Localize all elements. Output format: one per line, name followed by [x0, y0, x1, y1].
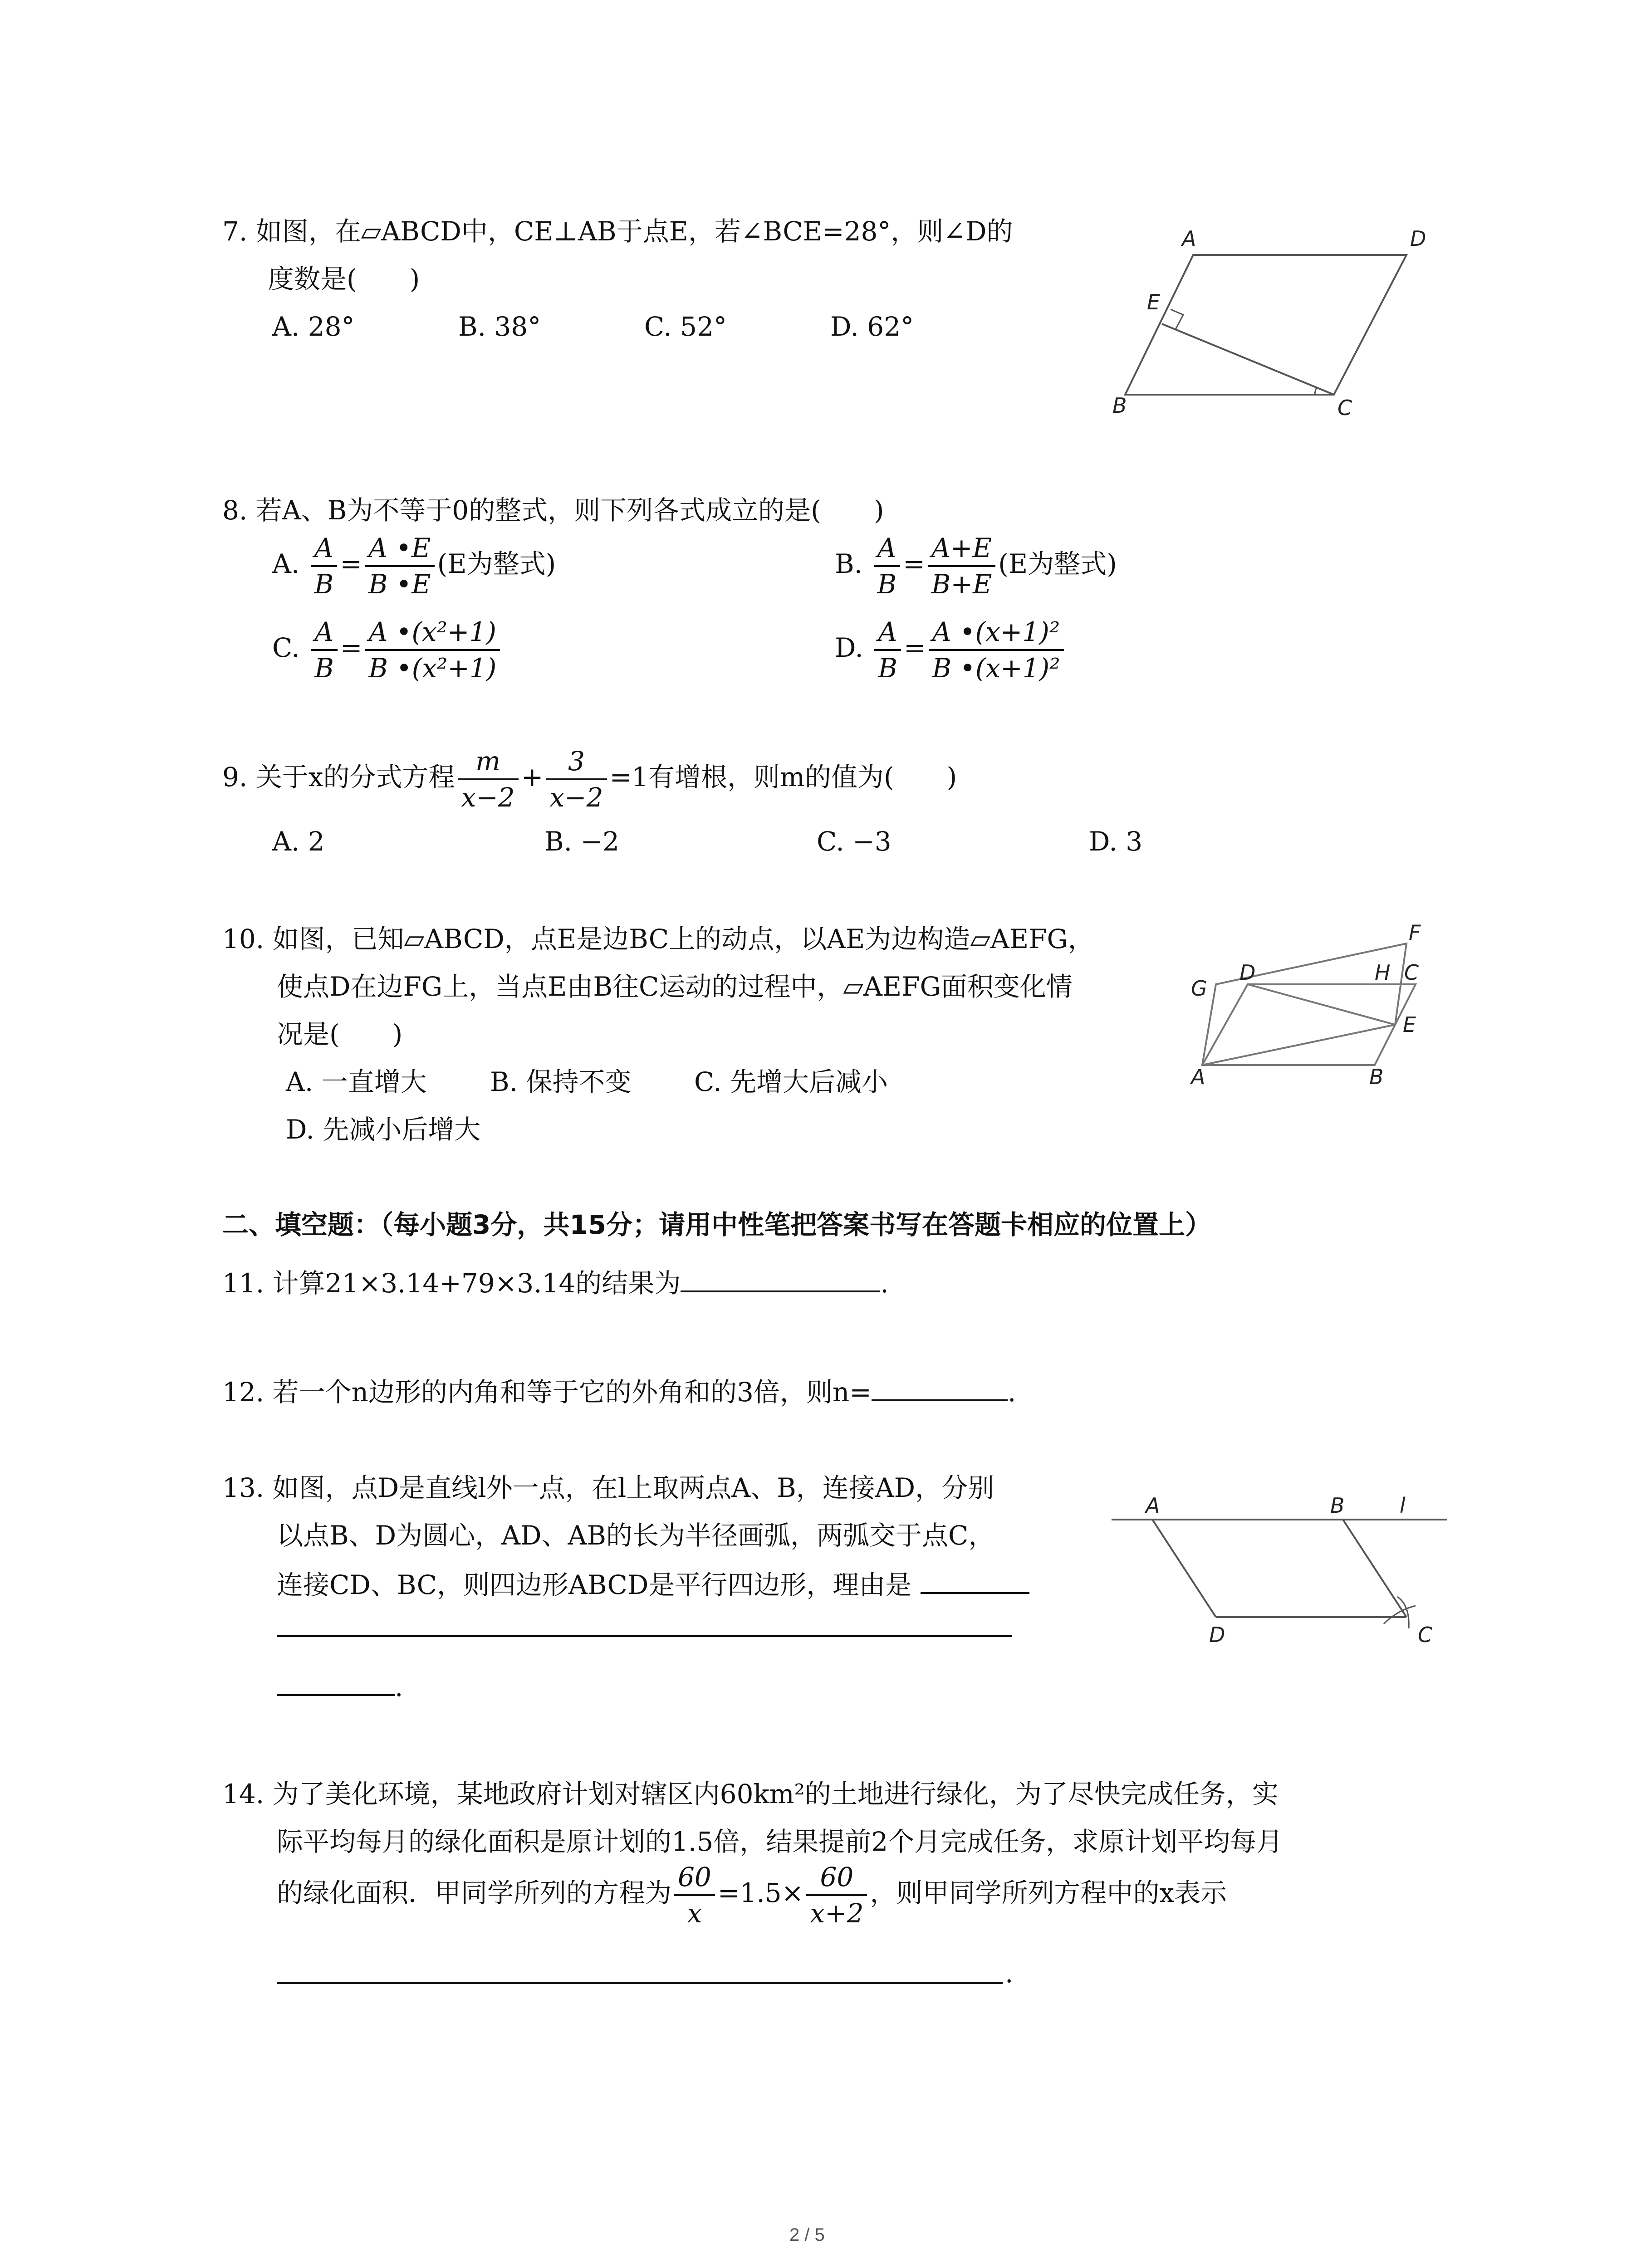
q10-segment-de: [1248, 984, 1395, 1025]
q9-prefix: 9. 关于x的分式方程: [222, 762, 455, 793]
q14-line1: 14. 为了美化环境，某地政府计划对辖区内60km²的土地进行绿化，为了尽快完成任务，实: [222, 1779, 1279, 1809]
q8-a-lhs-fraction: [311, 531, 338, 601]
q8-option-a: [272, 531, 556, 601]
q9-fraction-2: [546, 744, 607, 815]
q12-answer-blank[interactable]: [872, 1372, 1008, 1401]
q10-label-a: A: [1191, 1065, 1205, 1089]
q7-segment-ce: [1162, 324, 1334, 395]
q12-line: [222, 1372, 1016, 1410]
q10-parallelogram-abcd: [1202, 984, 1416, 1065]
q8-a-rhs-fraction: [365, 531, 435, 601]
denominator: x+2: [810, 1898, 864, 1929]
q10-line2: 使点D在边FG上，当点E由B往C运动的过程中，▱AEFG面积变化情: [277, 971, 1073, 1002]
denominator: B •(x+1)²: [932, 653, 1060, 684]
q9-suffix: =1有增根，则m的值为( ): [609, 762, 957, 793]
numerator: 60: [674, 1860, 715, 1896]
q7-option-b: B. 38°: [458, 311, 541, 342]
q13-answer-blank-2[interactable]: [277, 1635, 1012, 1637]
q10-label-c: C: [1404, 960, 1419, 985]
numerator: A: [874, 531, 901, 567]
equals-sign: =: [340, 548, 362, 580]
q10-parallelogram-figure: [1180, 916, 1474, 1107]
q9-fraction-1: [458, 744, 519, 815]
q14-end: .: [1005, 1958, 1014, 1989]
numerator: 3: [546, 744, 607, 780]
numerator: A+E: [928, 531, 996, 567]
q7-right-angle-mark: [1171, 309, 1183, 330]
q8-option-c-label: C.: [272, 632, 300, 664]
denominator: B: [314, 569, 334, 600]
q10-line1: 10. 如图，已知▱ABCD，点E是边BC上的动点，以AE为边构造▱AEFG，: [222, 924, 1094, 954]
q13-label-b: B: [1330, 1493, 1345, 1518]
q12-end: .: [1007, 1377, 1016, 1408]
numerator: A: [311, 531, 338, 567]
q10-label-g: G: [1191, 976, 1207, 1001]
denominator: x−2: [461, 782, 515, 813]
q8-d-rhs-fraction: [929, 615, 1064, 685]
q14-line3-suffix: ，则甲同学所列方程中的x表示: [870, 1877, 1227, 1909]
denominator: B: [877, 569, 897, 600]
numerator: A: [874, 615, 901, 651]
q13-label-a: A: [1146, 1493, 1160, 1518]
q10-option-a: A. 一直增大: [286, 1066, 427, 1097]
q9-option-d: D. 3: [1089, 826, 1143, 857]
q8-option-d-label: D.: [835, 632, 863, 664]
q14-mid: =1.5×: [717, 1877, 804, 1909]
denominator: x−2: [549, 782, 603, 813]
q10-label-e: E: [1403, 1012, 1416, 1037]
q12-text: 12. 若一个n边形的内角和等于它的外角和的3倍，则n=: [222, 1377, 872, 1408]
q8-c-rhs-fraction: [365, 615, 500, 685]
q10-option-d: D. 先减小后增大: [286, 1114, 481, 1145]
q9-stem: [222, 744, 957, 815]
q8-option-b: [835, 531, 1117, 601]
q10-label-d: D: [1239, 960, 1256, 985]
q8-b-note: (E为整式): [998, 548, 1117, 580]
q11-answer-blank[interactable]: [681, 1263, 880, 1292]
q14-fraction-1: [674, 1860, 715, 1931]
q13-answer-blank-1[interactable]: [921, 1565, 1029, 1594]
q11-text: 11. 计算21×3.14+79×3.14的结果为: [222, 1268, 681, 1299]
page-number: 2 / 5: [789, 2225, 825, 2245]
q13-label-l: l: [1400, 1493, 1406, 1518]
q8-option-b-label: B.: [835, 548, 863, 580]
q7-parallelogram: [1125, 255, 1406, 395]
q7-angle-mark: [1315, 387, 1317, 395]
q8-stem: 8. 若A、B为不等于0的整式，则下列各式成立的是( ): [222, 495, 884, 526]
q11-end: .: [880, 1268, 889, 1299]
q8-option-a-label: A.: [272, 548, 300, 580]
q7-label-a: A: [1182, 226, 1196, 251]
q14-line3: [277, 1860, 1227, 1931]
denominator: x: [687, 1898, 702, 1929]
q13-end: .: [395, 1672, 403, 1702]
q13-line5: [277, 1667, 403, 1705]
q9-option-b: B. −2: [544, 826, 619, 857]
q13-construction-figure: [1107, 1470, 1452, 1669]
q13-segment-ad: [1152, 1520, 1216, 1617]
q7-label-b: B: [1112, 393, 1127, 418]
q13-label-d: D: [1209, 1623, 1225, 1647]
denominator: B: [878, 653, 897, 684]
q8-b-lhs-fraction: [874, 531, 901, 601]
q7-line2: 度数是( ): [268, 264, 420, 294]
equals-sign: =: [903, 632, 926, 664]
numerator: A •E: [365, 531, 435, 567]
q8-option-c: [272, 615, 503, 685]
q10-label-b: B: [1369, 1065, 1384, 1089]
plus-sign: +: [521, 762, 544, 793]
q13-label-c: C: [1418, 1623, 1433, 1647]
equals-sign: =: [903, 548, 925, 580]
q8-c-lhs-fraction: [311, 615, 338, 685]
q13-segment-bc: [1343, 1520, 1406, 1617]
q7-label-e: E: [1147, 290, 1161, 314]
numerator: m: [458, 744, 519, 780]
q7-option-a: A. 28°: [272, 311, 355, 342]
q8-option-d: [835, 615, 1067, 685]
q14-line3-prefix: 的绿化面积．甲同学所列的方程为: [277, 1877, 672, 1909]
q10-option-b: B. 保持不变: [490, 1066, 632, 1097]
q14-line2: 际平均每月的绿化面积是原计划的1.5倍，结果提前2个月完成任务，求原计划平均每月: [277, 1826, 1283, 1857]
q10-option-c: C. 先增大后减小: [694, 1066, 888, 1097]
q7-option-d: D. 62°: [830, 311, 914, 342]
numerator: 60: [806, 1860, 867, 1896]
denominator: B+E: [931, 569, 992, 600]
numerator: A •(x²+1): [365, 615, 500, 651]
q14-answer-blank[interactable]: [277, 1982, 1003, 1984]
q9-option-a: A. 2: [272, 826, 325, 857]
denominator: B: [314, 653, 334, 684]
q9-option-c: C. −3: [817, 826, 892, 857]
denominator: B •E: [368, 569, 431, 600]
section2-heading: 二、填空题：（每小题3分，共15分；请用中性笔把答案书写在答题卡相应的位置上）: [222, 1209, 1212, 1240]
q14-fraction-2: [806, 1860, 867, 1931]
q7-parallelogram-figure: [1080, 213, 1452, 431]
q10-label-f: F: [1409, 920, 1421, 945]
q7-label-c: C: [1337, 396, 1352, 420]
q13-arc-from-d: [1384, 1606, 1416, 1624]
denominator: B •(x²+1): [368, 653, 497, 684]
q13-answer-blank-3[interactable]: [277, 1667, 395, 1696]
q13-line2: 以点B、D为圆心，AD、AB的长为半径画弧，两弧交于点C，: [277, 1520, 995, 1551]
q13-line3-row: [277, 1565, 1029, 1603]
q8-d-lhs-fraction: [874, 615, 901, 685]
q10-line3: 况是( ): [277, 1019, 403, 1050]
q7-line1: 7. 如图，在▱ABCD中，CE⊥AB于点E，若∠BCE=28°，则∠D的: [222, 216, 1013, 247]
q10-label-h: H: [1375, 960, 1391, 985]
q7-option-c: C. 52°: [644, 311, 727, 342]
numerator: A •(x+1)²: [929, 615, 1064, 651]
q13-line3: 连接CD、BC，则四边形ABCD是平行四边形，理由是: [277, 1569, 912, 1600]
equals-sign: =: [340, 632, 362, 664]
q8-b-rhs-fraction: [928, 531, 996, 601]
q11-line: [222, 1263, 889, 1301]
q7-label-d: D: [1410, 226, 1426, 251]
q13-line1: 13. 如图，点D是直线l外一点，在l上取两点A、B，连接AD，分别: [222, 1472, 994, 1503]
numerator: A: [311, 615, 338, 651]
q8-a-note: (E为整式): [437, 548, 556, 580]
